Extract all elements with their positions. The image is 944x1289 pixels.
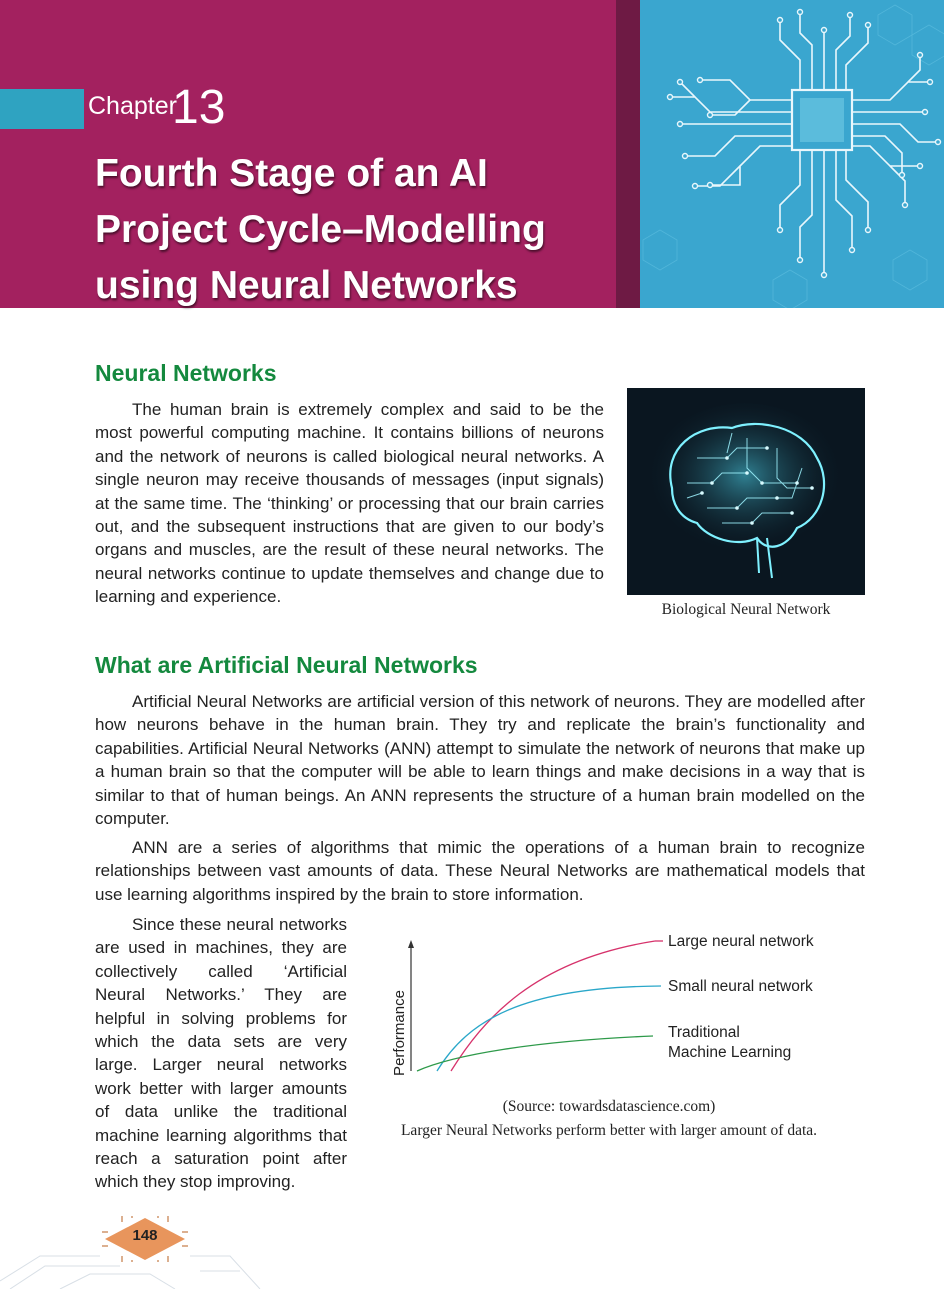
chapter-header	[0, 0, 944, 308]
legend-label-small-neural-network: Small neural network	[668, 978, 813, 995]
circuit-brain-illustration	[640, 0, 944, 308]
ann-paragraph-2: ANN are a series of algorithms that mimic the operations of a human brain to recognize relationships between vast amounts of data. These Neural Networks are mathematical models that use learning algorithms inspired by the brain to store information.	[95, 838, 865, 904]
legend-label-traditional-ml-line2: Machine Learning	[668, 1044, 792, 1061]
ann-paragraph-1: Artificial Neural Networks are artificial version of this network of neurons. They are modelled after how neurons behave in the human brain. They try and replicate the brain’s functionality and capabilities. Artificial Neural Networks (ANN) attempt to simulate the network of neurons that make up a human brain so that the computer will be able to learn things and make decisions in a way that is similar to that of human beings. An ANN represents the structure of a human brain modelled on the computer.	[95, 692, 865, 829]
page-number-badge	[100, 1216, 190, 1262]
chapter-title-line: Fourth Stage of an AI	[95, 152, 488, 195]
series-line-traditional-ml	[417, 1036, 653, 1071]
performance-chart-svg	[383, 925, 883, 1090]
chapter-title	[95, 146, 615, 314]
section-heading-artificial-neural-networks: What are Artificial Neural Networks	[95, 652, 478, 678]
chapter-label: Chapter	[88, 92, 177, 120]
image-caption: Biological Neural Network	[661, 601, 831, 618]
performance-chart	[383, 925, 883, 1090]
ann-paragraph-3: Since these neural networks are used in machines, they are collectively called ‘Artificial Neural Networks.’ They are helpful in solving problems for which the data sets are very large. Larger neural networks work better with larger amounts of data unlike the traditional machine learning algorithms that reach a saturation point after which they stop improving.	[95, 915, 347, 1192]
series-line-large-neural-network	[451, 941, 655, 1071]
neural-networks-paragraph: The human brain is extremely complex and said to be the most powerful computing machine. It contains billions of neurons and the network of neurons is called biological neural networks. A single neuron may receive thousands of messages (input signals) at the same time. The ‘thinking’ or processing that our brain carries out, and the subsequent instructions that are given to our body’s organs and muscles, are the result of these neural networks. The neural networks continue to update themselves and change due to learning and experience.	[95, 400, 604, 607]
chapter-title-line: using Neural Networks	[95, 264, 518, 307]
figure-caption: Larger Neural Networks perform better with larger amount of data.	[400, 1122, 818, 1139]
figure-source: (Source: towardsdatascience.com)	[502, 1098, 716, 1115]
y-axis-label: Performance	[391, 990, 408, 1076]
chapter-tab	[0, 89, 84, 129]
chapter-title-line: Project Cycle–Modelling	[95, 208, 546, 251]
y-axis-arrow	[408, 940, 414, 948]
section-heading-neural-networks: Neural Networks	[95, 360, 277, 386]
biological-neural-network-image	[627, 388, 865, 595]
legend-label-traditional-ml-line1: Traditional	[668, 1024, 740, 1041]
header-divider	[616, 0, 640, 308]
series-line-small-neural-network	[437, 986, 661, 1071]
legend-label-large-neural-network: Large neural network	[668, 933, 814, 950]
chapter-number: 13	[172, 81, 226, 134]
page-number: 148	[132, 1227, 158, 1244]
